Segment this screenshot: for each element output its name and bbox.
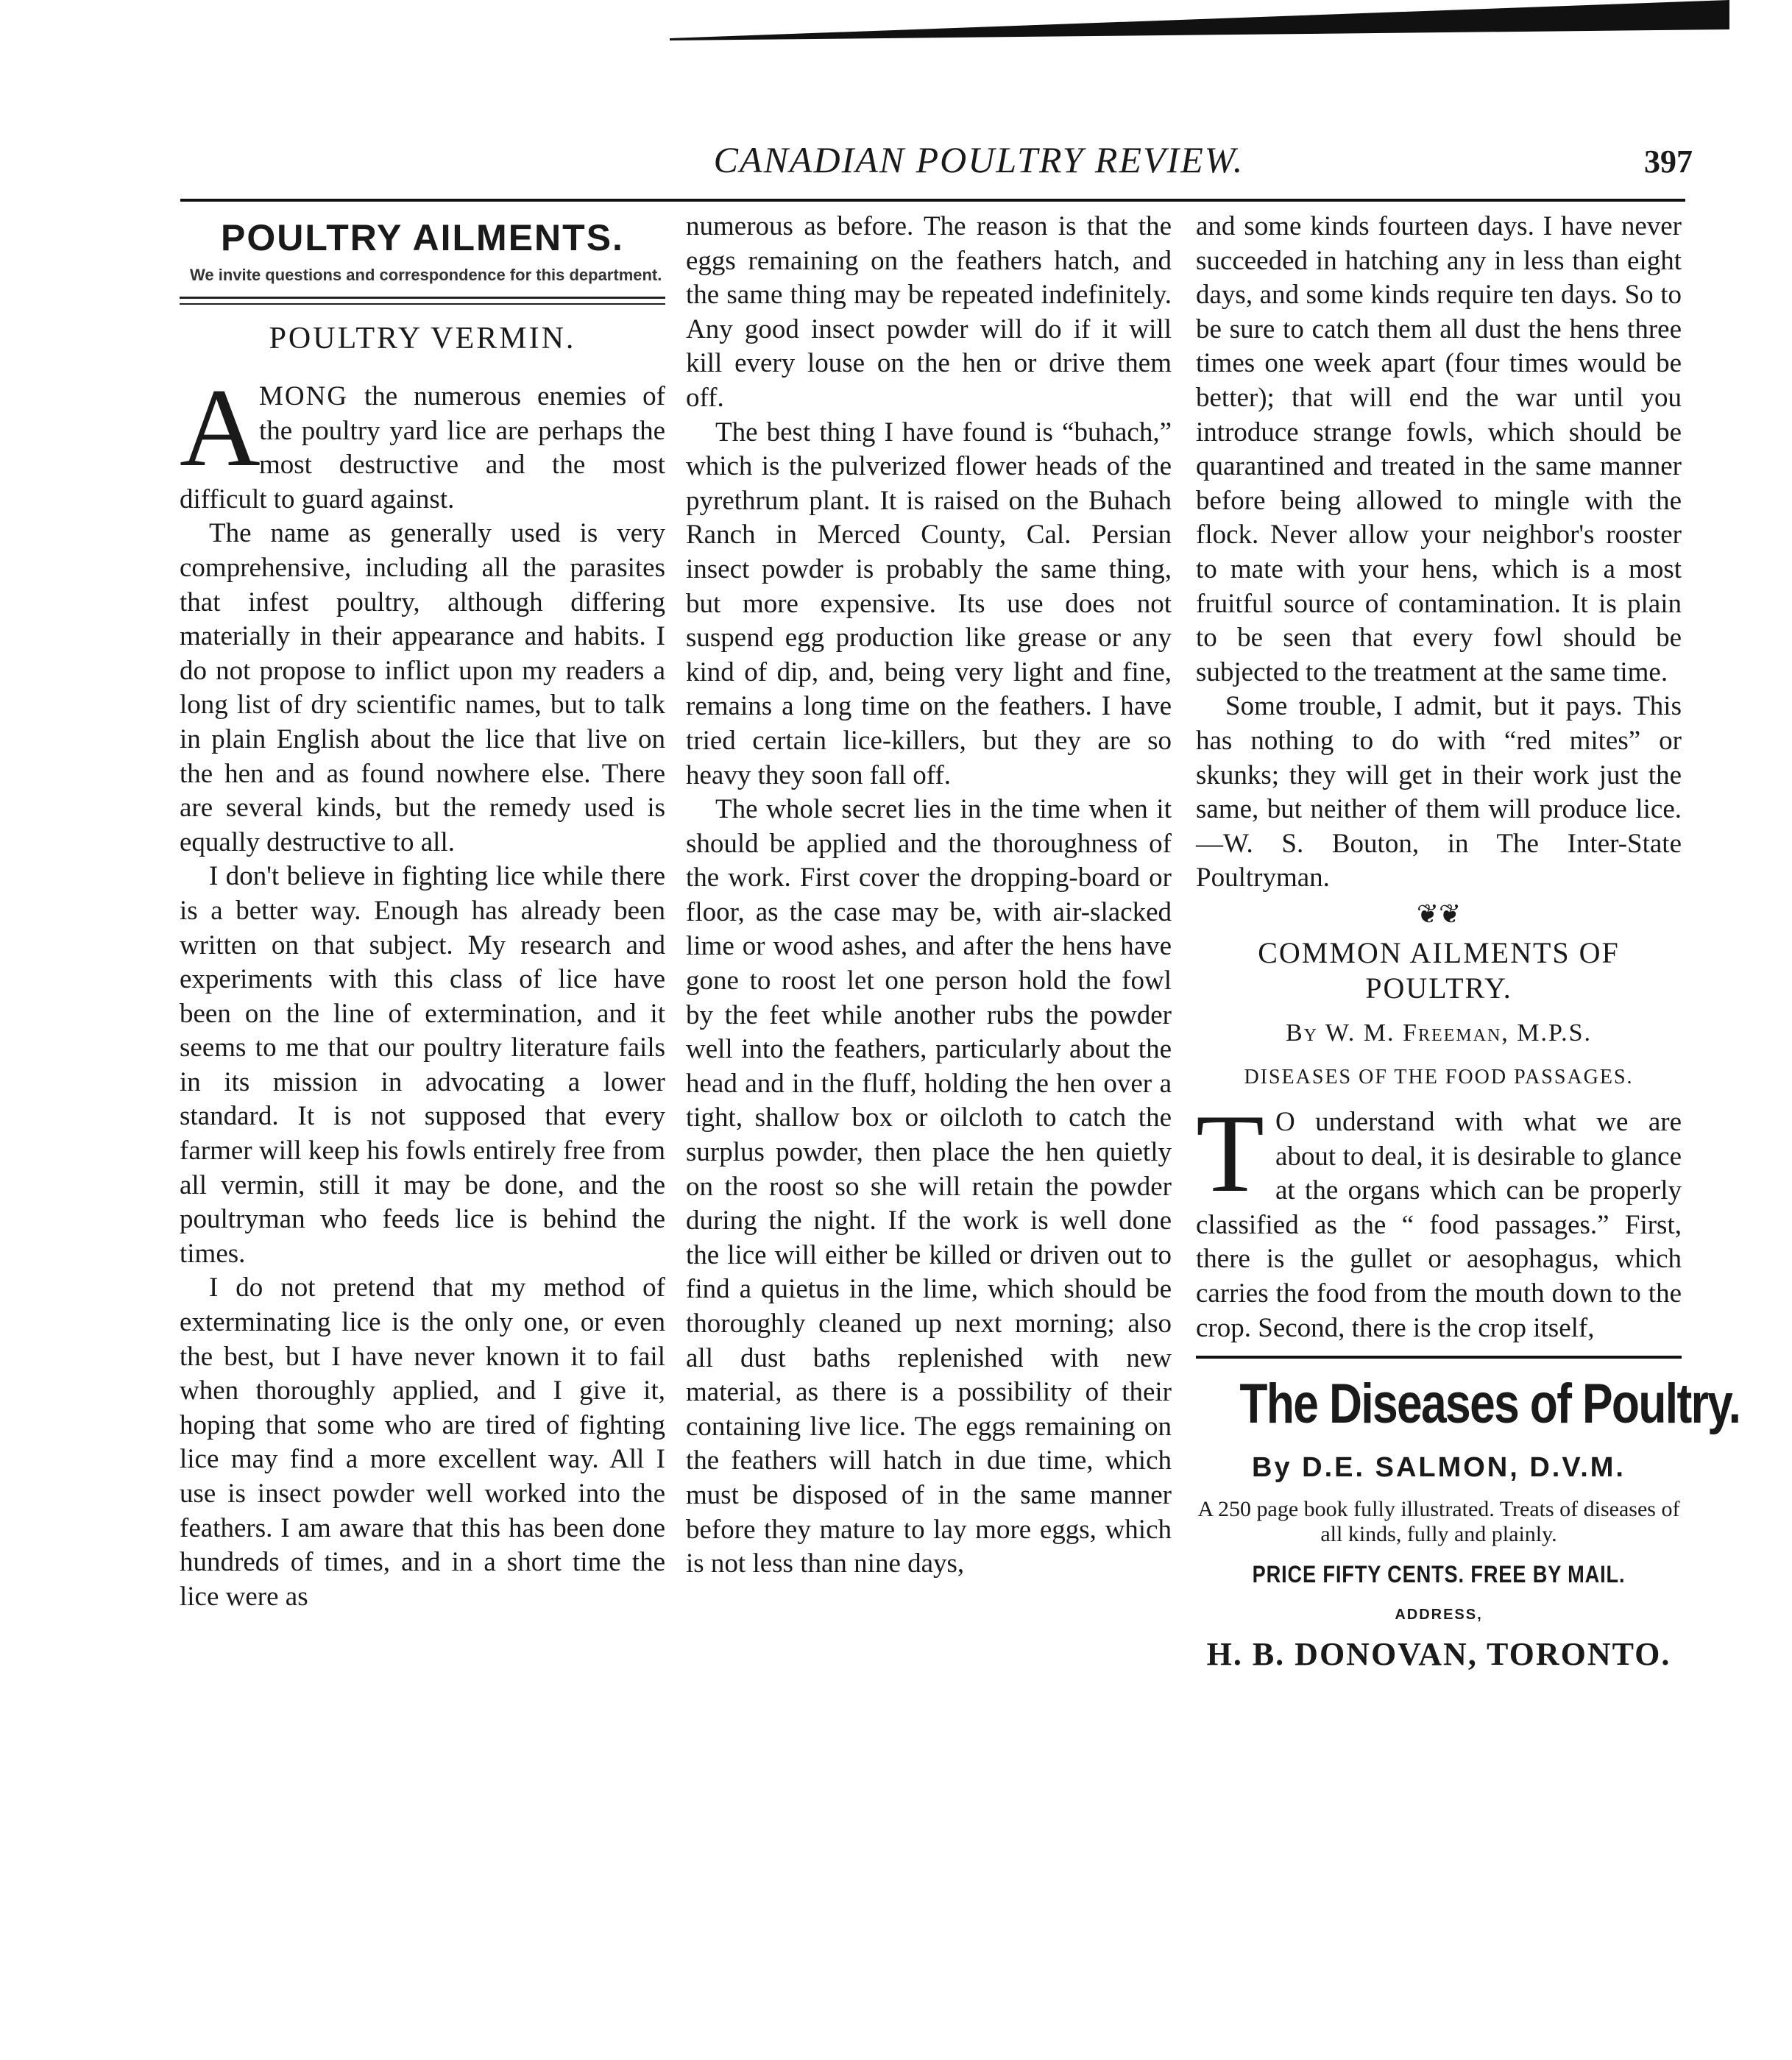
- top-edge-bar: [670, 0, 1729, 44]
- column-3: [1196, 210, 1740, 1947]
- running-title: CANADIAN POULTRY REVIEW.: [713, 139, 1244, 180]
- ad-price: PRICE FIFTY CENTS. FREE BY MAIL.: [1252, 1561, 1626, 1588]
- article2-paragraph-1: [1196, 1091, 1682, 1345]
- ad-description: A 250 page book fully illustrated. Treats of diseases of all kinds, fully and plainly.: [1197, 1497, 1680, 1547]
- paragraph-1: [180, 366, 665, 517]
- department-note: We invite questions and correspondence for this department.: [190, 266, 662, 284]
- paragraph-8: and some kinds fourteen days. I have never succeeded in hatching any in less than eight days, and some kinds require ten days. So to be sure to catch them all dust the hens three times one week apart (four times would be better); that will end the war until you introduce strange fowls, which should be quarantined and treated in the same manner before being allowed to mingle with the flock. Never allow your neighbor's rooster to mate with your hens, which is a most fruitful source of contamination. It is plain to be seen that every fowl should be subjected to the treatment at the same time.: [1196, 211, 1682, 687]
- column-2: [686, 210, 1172, 1947]
- paragraph-7: The whole secret lies in the time when it should be applied and the thoroughness of the work. First cover the dropping-board or floor, as the case may be, with air-slacked lime or wood ashes, and after the hens have gone to roost let one person hold the fowl by the feet while another rubs the powder well into the feathers, particularly about the head and in the fluff, holding the hen over a tight, shallow box or oilcloth to catch the surplus powder, then place the hen quietly on the roost so she will retain the powder during the night. If the work is well done the lice will either be killed or driven out to find a quietus in the lime, which should be thoroughly cleaned up next morning; also all dust baths replenished with new material, as there is a possibility of their containing live lice. The eggs remaining on the feathers will hatch in due time, which must be disposed of in the same manner before they mature to lay more eggs, which is not less than nine days,: [686, 794, 1172, 1579]
- dropcap-t: T: [1196, 1091, 1264, 1216]
- ad-publisher: H. B. DONOVAN, TORONTO.: [1206, 1636, 1671, 1673]
- paragraph-9: Some trouble, I admit, but it pays. This has nothing to do with “red mites” or skunks; they will get in their work just the same, but neither of them will produce lice. —W. S. Bouton, in The Inter-State Poultryman.: [1196, 691, 1682, 893]
- advertisement: [1196, 1356, 1740, 1673]
- ad-author: By D.E. SALMON, D.V.M.: [1252, 1452, 1626, 1484]
- section-ornament: ❦❦: [1416, 899, 1462, 929]
- article2-paragraph-1-text: O understand with what we are about to deal, it is desirable to glance at the organs which can be properly classified as the “ food passages.” First, there is the gullet or aesophagus, which carries the food from the mouth down to the crop. Second, there is the crop itself,: [1196, 1107, 1682, 1343]
- paragraph-2: The name as generally used is very comprehensive, including all the parasites that infest poultry, although differing materially in their appearance and habits. I do not propose to inflict upon my readers a long list of dry scientific names, but to talk in plain English about the lice that live on the hen and as found nowhere else. There are several kinds, but the remedy used is equally destructive to all.: [180, 518, 665, 857]
- department-rule: [180, 297, 665, 305]
- header-rule: [180, 199, 1685, 202]
- ad-title: The Diseases of Poultry.: [1239, 1373, 1740, 1436]
- paragraph-6: The best thing I have found is “buhach,” which is the pulverized flower heads of the pyrethrum plant. It is raised on the Buhach Ranch in Merced County, Cal. Persian insect powder is probably the same thing, but more expensive. Its use does not suspend egg production like grease or any kind of dip, and, being very light and fine, remains a long time on the feathers. I have tried certain lice-killers, but they are so heavy they soon fall off.: [686, 417, 1172, 790]
- paragraph-4: I do not pretend that my method of exterminating lice is the only one, or even the best, but I have never known it to fail when thoroughly applied, and I give it, hoping that some who are tired of fighting lice may find a more excellent way. All I use is insect powder well worked into the feathers. I am aware that this has been done hundreds of times, and in a short time the lice were as: [180, 1273, 665, 1612]
- subhead-food-passages: DISEASES OF THE FOOD PASSAGES.: [1244, 1066, 1634, 1089]
- article-title-common-ailments: COMMON AILMENTS OF POULTRY.: [1258, 935, 1620, 1005]
- ad-address-label: ADDRESS,: [1395, 1606, 1483, 1623]
- byline: By W. M. Freeman, M.P.S.: [1285, 1019, 1593, 1047]
- paragraph-5: numerous as before. The reason is that the eggs remaining on the feathers hatch, and the same thing may be repeated indefinitely. Any good insect powder will do if it will kill every louse on the hen or drive them off.: [686, 211, 1172, 413]
- department-title: POULTRY AILMENTS.: [221, 217, 624, 258]
- column-1: [180, 210, 665, 1947]
- paragraph-3: I don't believe in fighting lice while there is a better way. Enough has already been written on that subject. My research and experiments with this class of lice have been on the line of extermination, and it seems to me that our poultry literature fails in its mission in advocating a lower standard. It is not supposed that every farmer will keep his fowls entirely free from all vermin, still it may be done, and the poultryman who feeds lice is behind the times.: [180, 861, 665, 1269]
- page-number: 397: [1644, 144, 1693, 180]
- dropcap-a: A: [180, 366, 261, 489]
- lead-word: MONG: [259, 381, 349, 411]
- running-head: [169, 138, 1693, 190]
- article-title-vermin: POULTRY VERMIN.: [269, 322, 576, 355]
- paragraph-1-text: the numerous enemies of the poultry yard lice are perhaps the most destructive and the most difficult to guard against.: [180, 381, 665, 514]
